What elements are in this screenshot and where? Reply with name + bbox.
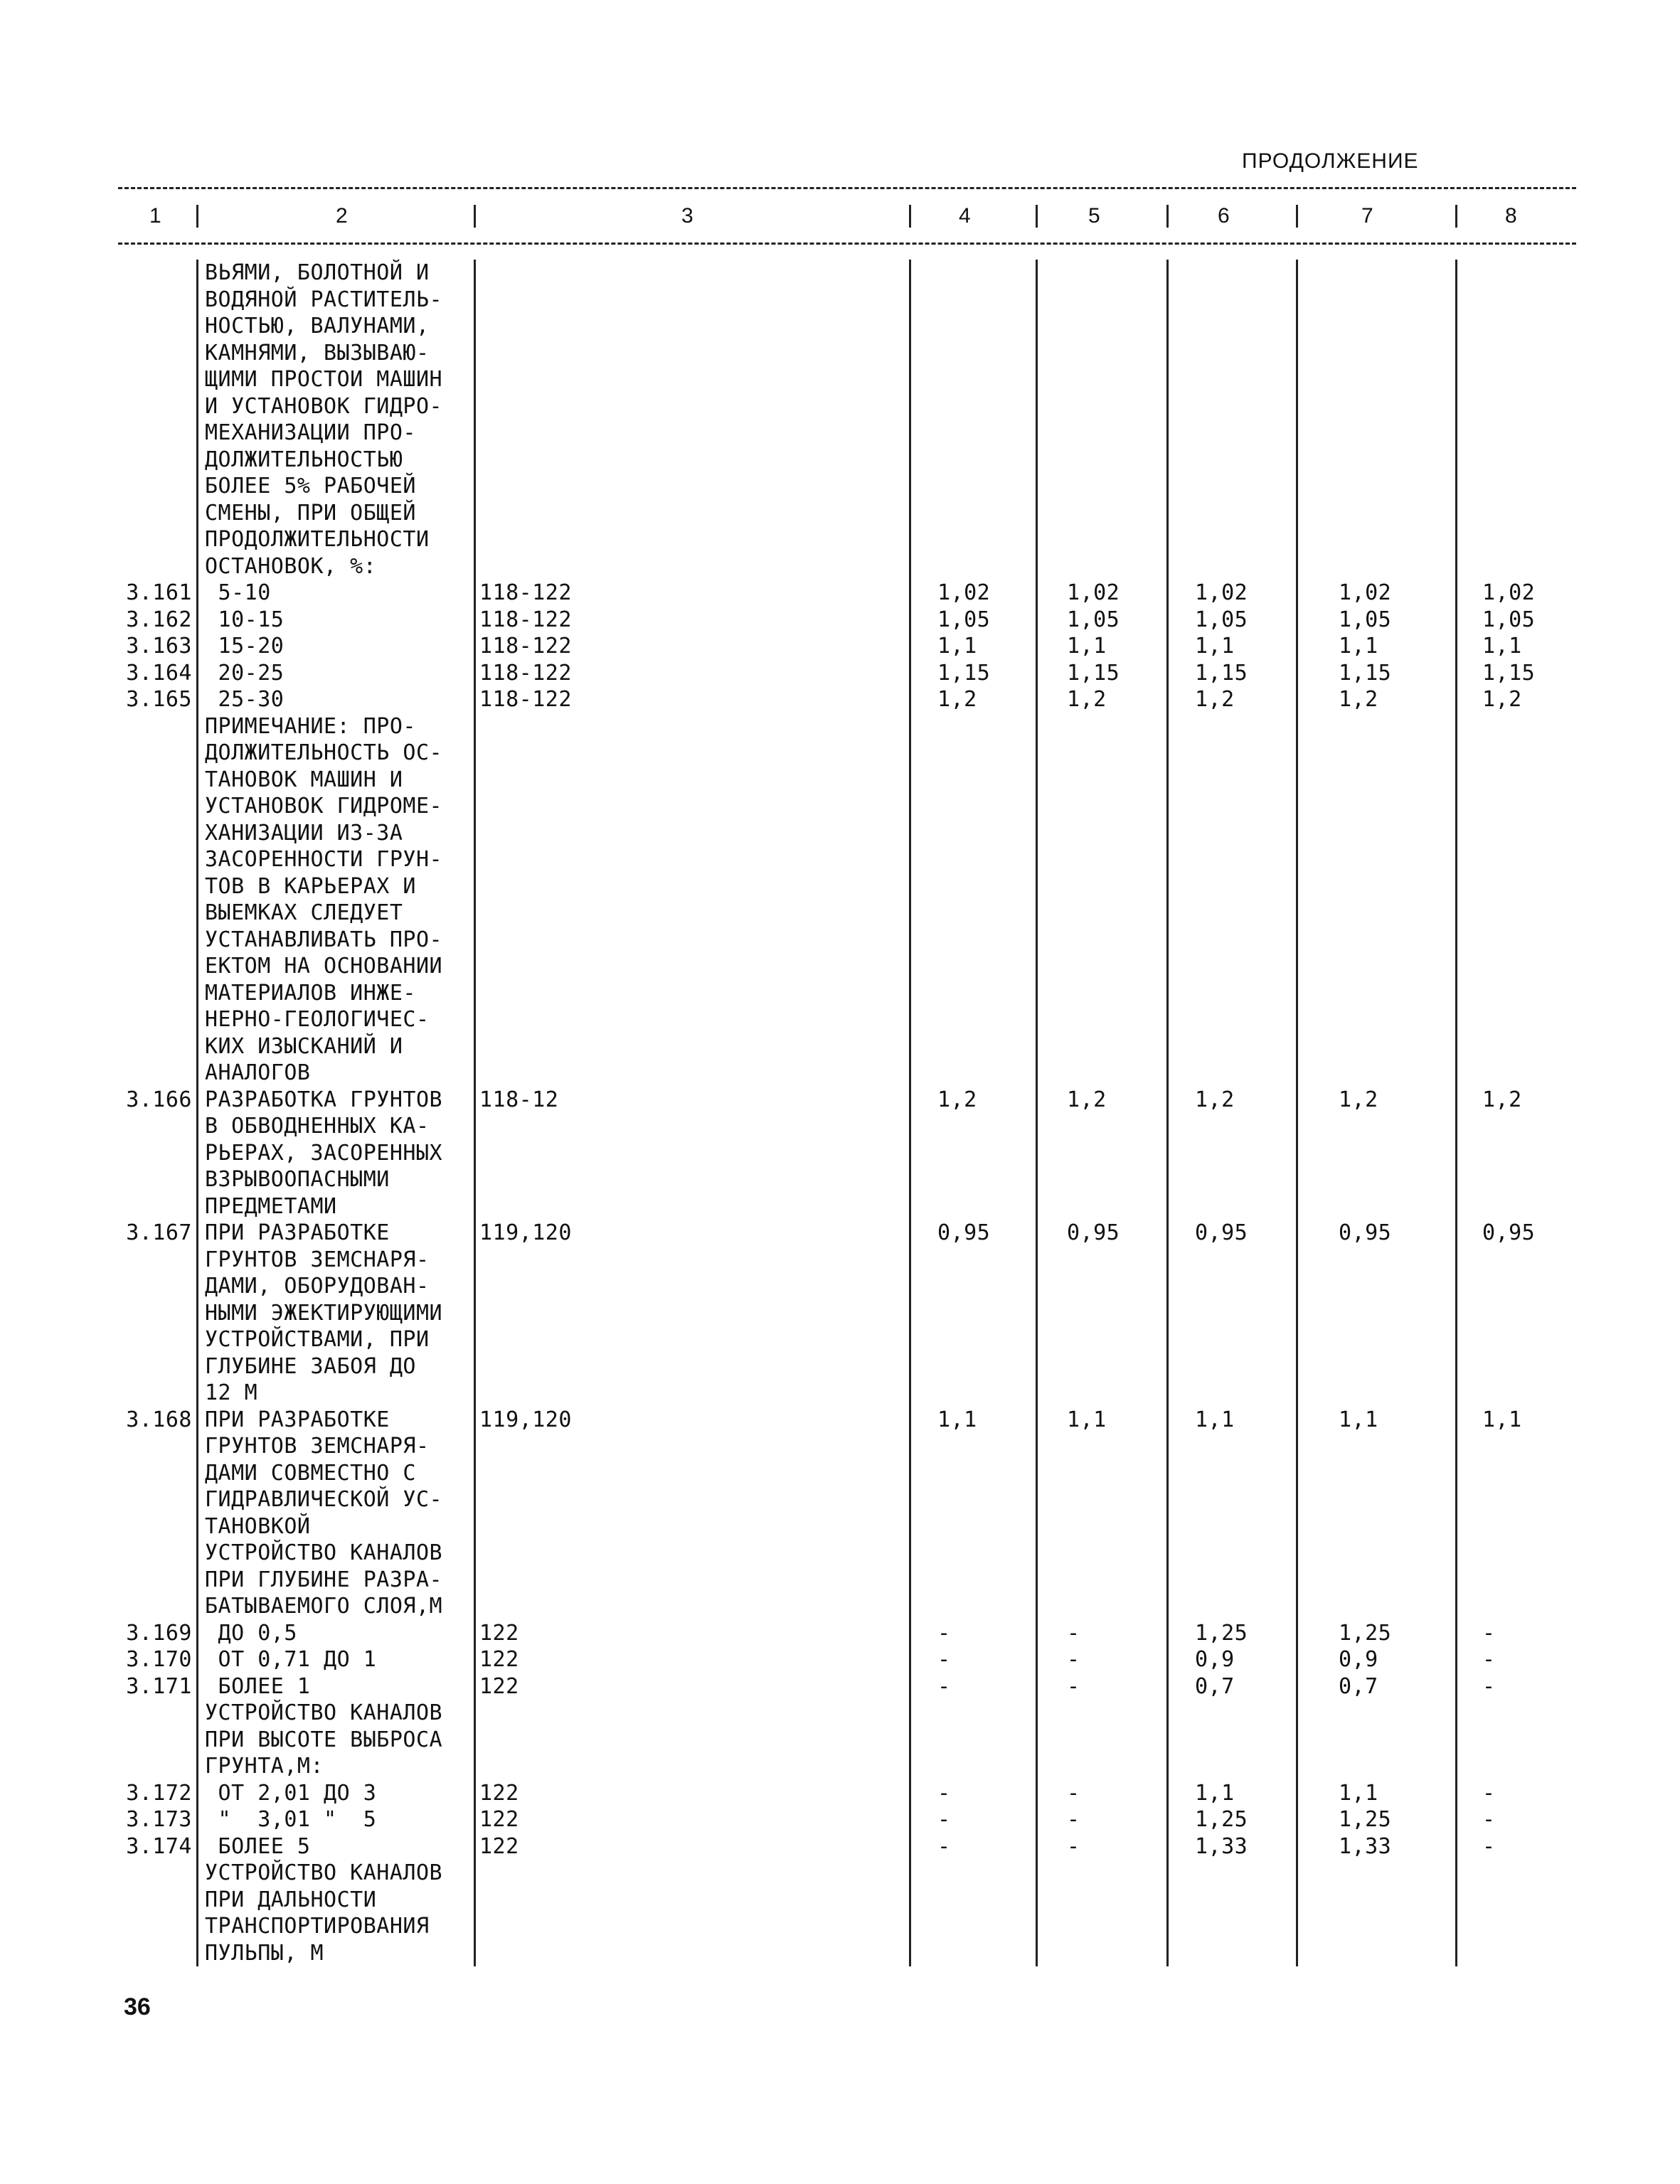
row-value-col4: 0,95 (937, 1220, 991, 1245)
table-body (0, 260, 1680, 1966)
header-divider (1036, 205, 1038, 228)
row-value-col6: 1,15 (1195, 660, 1248, 686)
row-description: МАТЕРИАЛОВ ИНЖЕ- (205, 980, 416, 1006)
row-value-col5: - (1067, 1807, 1080, 1832)
table-row (0, 633, 1680, 660)
table-row (0, 1273, 1680, 1300)
table-row (0, 393, 1680, 420)
row-value-col4: 1,2 (937, 1087, 977, 1112)
row-reference: 119,120 (479, 1407, 572, 1432)
table-row (0, 873, 1680, 900)
row-value-col6: 1,2 (1195, 1087, 1235, 1112)
row-description: ДАМИ СОВМЕСТНО С (205, 1460, 416, 1486)
row-code: 3.164 (126, 660, 192, 686)
row-description: ДОЛЖИТЕЛЬНОСТЬ ОС- (205, 740, 443, 765)
table-row (0, 1540, 1680, 1567)
column-header-8: 8 (1505, 204, 1517, 228)
table-row (0, 340, 1680, 367)
row-value-col4: - (937, 1620, 951, 1646)
row-reference: 118-122 (479, 607, 572, 632)
table-row (0, 980, 1680, 1007)
row-value-col5: - (1067, 1647, 1080, 1672)
row-value-col5: 1,1 (1067, 1407, 1107, 1432)
row-code: 3.165 (126, 687, 192, 712)
row-value-col8: 1,1 (1482, 1407, 1522, 1432)
table-row (0, 900, 1680, 927)
row-value-col4: 1,2 (937, 687, 977, 712)
row-value-col5: 0,95 (1067, 1220, 1120, 1245)
table-row (0, 1567, 1680, 1594)
table-row (0, 1940, 1680, 1967)
page-number: 36 (124, 1993, 151, 2020)
column-header-4: 4 (959, 204, 971, 228)
row-description: ВЗРЫВООПАСНЫМИ (205, 1167, 390, 1192)
row-description: НЕРНО-ГЕОЛОГИЧЕС- (205, 1007, 430, 1032)
row-reference: 118-122 (479, 634, 572, 659)
row-description: ТРАНСПОРТИРОВАНИЯ (205, 1914, 430, 1939)
table-row (0, 1326, 1680, 1353)
row-description: БОЛЕЕ 5% РАБОЧЕЙ (205, 474, 416, 499)
table-row (0, 1433, 1680, 1460)
row-code: 3.167 (126, 1220, 192, 1245)
table-row (0, 260, 1680, 287)
row-code: 3.170 (126, 1647, 192, 1672)
row-value-col6: 1,1 (1195, 1407, 1235, 1432)
row-code: 3.162 (126, 607, 192, 632)
table-row (0, 1460, 1680, 1487)
row-value-col5: - (1067, 1780, 1080, 1806)
column-header-1: 1 (149, 204, 161, 228)
row-reference: 118-122 (479, 687, 572, 712)
row-description: ОСТАНОВОК, %: (205, 553, 377, 579)
row-value-col4: 1,05 (937, 607, 991, 632)
row-value-col8: - (1482, 1673, 1496, 1699)
table-row (0, 580, 1680, 607)
row-value-col4: - (937, 1807, 951, 1832)
row-description: 10-15 (205, 607, 285, 632)
column-header-5: 5 (1088, 204, 1100, 228)
table-row (0, 1300, 1680, 1327)
row-value-col5: 1,2 (1067, 687, 1107, 712)
row-value-col4: 1,1 (937, 1407, 977, 1432)
row-description: ТАНОВОК МАШИН И (205, 767, 403, 792)
column-header-row (0, 203, 1680, 229)
header-divider (1296, 205, 1298, 228)
row-value-col5: 1,15 (1067, 660, 1120, 686)
table-row (0, 1353, 1680, 1380)
table-row (0, 927, 1680, 954)
table-row (0, 1220, 1680, 1247)
row-value-col8: 1,2 (1482, 1087, 1522, 1112)
row-value-col4: - (937, 1673, 951, 1699)
table-row (0, 366, 1680, 393)
header-divider (1455, 205, 1457, 228)
row-value-col7: 0,9 (1339, 1647, 1378, 1672)
row-description: ОТ 0,71 ДО 1 (205, 1647, 377, 1672)
row-value-col8: - (1482, 1647, 1496, 1672)
table-row (0, 1727, 1680, 1754)
row-value-col5: - (1067, 1833, 1080, 1859)
row-description: ВЫЕМКАХ СЛЕДУЕТ (205, 900, 403, 925)
row-value-col8: 0,95 (1482, 1220, 1536, 1245)
table-row (0, 767, 1680, 794)
header-top-rule (118, 187, 1576, 189)
row-value-col6: 1,1 (1195, 1780, 1235, 1806)
row-description: ГРУНТОВ ЗЕМСНАРЯ- (205, 1434, 430, 1459)
row-description: УСТРОЙСТВО КАНАЛОВ (205, 1860, 443, 1885)
table-row (0, 1006, 1680, 1033)
column-header-2: 2 (336, 204, 348, 228)
table-row (0, 686, 1680, 713)
row-description: ПРИ РАЗРАБОТКЕ (205, 1220, 390, 1245)
row-value-col6: 0,7 (1195, 1673, 1235, 1699)
row-description: НОСТЬЮ, ВАЛУНАМИ, (205, 314, 430, 339)
row-description: ПРЕДМЕТАМИ (205, 1193, 337, 1219)
row-description: ЗАСОРЕННОСТИ ГРУН- (205, 847, 443, 872)
row-reference: 122 (479, 1647, 519, 1672)
row-value-col4: - (937, 1647, 951, 1672)
row-description: 5-10 (205, 580, 271, 605)
row-description: КИХ ИЗЫСКАНИЙ И (205, 1033, 403, 1059)
row-description: ДАМИ, ОБОРУДОВАН- (205, 1274, 430, 1299)
row-reference: 122 (479, 1807, 519, 1832)
table-row (0, 1700, 1680, 1727)
row-description: СМЕНЫ, ПРИ ОБЩЕЙ (205, 500, 416, 526)
table-row (0, 313, 1680, 340)
row-description: ЩИМИ ПРОСТОИ МАШИН (205, 367, 443, 392)
header-bottom-rule (118, 243, 1576, 245)
row-description: РЬЕРАХ, ЗАСОРЕННЫХ (205, 1140, 443, 1166)
row-value-col4: 1,1 (937, 634, 977, 659)
row-value-col6: 1,05 (1195, 607, 1248, 632)
header-divider (474, 205, 476, 228)
row-value-col6: 1,02 (1195, 580, 1248, 605)
table-row (0, 1513, 1680, 1540)
row-value-col7: 0,95 (1339, 1220, 1392, 1245)
row-description: ВЬЯМИ, БОЛОТНОЙ И (205, 260, 430, 285)
table-row (0, 820, 1680, 847)
row-description: МЕХАНИЗАЦИИ ПРО- (205, 420, 416, 445)
row-value-col6: 1,33 (1195, 1833, 1248, 1859)
row-description: БАТЫВАЕМОГО СЛОЯ,М (205, 1594, 443, 1619)
row-description: КАМНЯМИ, ВЫЗЫВАЮ- (205, 340, 430, 366)
row-description: БОЛЕЕ 5 (205, 1833, 311, 1859)
row-value-col4: 1,02 (937, 580, 991, 605)
table-row (0, 553, 1680, 580)
table-row (0, 1380, 1680, 1407)
row-reference: 119,120 (479, 1220, 572, 1245)
table-row (0, 607, 1680, 634)
table-row (0, 1140, 1680, 1167)
row-value-col5: 1,2 (1067, 1087, 1107, 1112)
table-row (0, 1887, 1680, 1914)
table-row (0, 1620, 1680, 1647)
row-value-col4: 1,15 (937, 660, 991, 686)
row-description: ГРУНТОВ ЗЕМСНАРЯ- (205, 1247, 430, 1272)
row-code: 3.171 (126, 1673, 192, 1699)
table-row (0, 1087, 1680, 1114)
row-reference: 118-122 (479, 580, 572, 605)
row-code: 3.168 (126, 1407, 192, 1432)
row-reference: 122 (479, 1673, 519, 1699)
row-value-col7: 1,1 (1339, 1780, 1378, 1806)
row-value-col5: 1,02 (1067, 580, 1120, 605)
header-divider (1166, 205, 1169, 228)
row-value-col6: 1,2 (1195, 687, 1235, 712)
row-value-col8: - (1482, 1620, 1496, 1646)
table-row (0, 1033, 1680, 1060)
row-description: УСТАНАВЛИВАТЬ ПРО- (205, 927, 443, 952)
row-value-col8: 1,05 (1482, 607, 1536, 632)
row-value-col4: - (937, 1780, 951, 1806)
row-value-col6: 1,25 (1195, 1620, 1248, 1646)
row-value-col7: 1,02 (1339, 580, 1392, 605)
table-row (0, 420, 1680, 447)
row-description: ТАНОВКОЙ (205, 1513, 311, 1539)
row-description: ГИДРАВЛИЧЕСКОЙ УС- (205, 1487, 443, 1512)
row-reference: 122 (479, 1780, 519, 1806)
row-description: " 3,01 " 5 (205, 1807, 377, 1832)
column-header-7: 7 (1361, 204, 1373, 228)
row-description: 12 М (205, 1380, 258, 1405)
row-code: 3.172 (126, 1780, 192, 1806)
row-reference: 118-122 (479, 660, 572, 686)
row-description: ВОДЯНОЙ РАСТИТЕЛЬ- (205, 287, 443, 312)
row-value-col5: 1,05 (1067, 607, 1120, 632)
row-description: ОТ 2,01 ДО 3 (205, 1780, 377, 1806)
row-description: ПУЛЬПЫ, М (205, 1940, 324, 1966)
row-value-col8: - (1482, 1780, 1496, 1806)
table-row (0, 447, 1680, 474)
row-value-col5: 1,1 (1067, 634, 1107, 659)
table-row (0, 846, 1680, 873)
table-row (0, 1113, 1680, 1140)
row-description: ПРИ РАЗРАБОТКЕ (205, 1407, 390, 1432)
row-value-col7: 1,05 (1339, 607, 1392, 632)
row-description: ПРОДОЛЖИТЕЛЬНОСТИ (205, 527, 430, 552)
row-description: РАЗРАБОТКА ГРУНТОВ (205, 1087, 443, 1112)
table-row (0, 1646, 1680, 1673)
row-code: 3.161 (126, 580, 192, 605)
table-row (0, 1860, 1680, 1887)
table-row (0, 1193, 1680, 1220)
row-description: В ОБВОДНЕННЫХ КА- (205, 1114, 430, 1139)
row-description: ГРУНТА,М: (205, 1754, 324, 1779)
row-value-col7: 1,25 (1339, 1620, 1392, 1646)
row-value-col8: 1,2 (1482, 687, 1522, 712)
table-row (0, 953, 1680, 980)
row-value-col7: 1,15 (1339, 660, 1392, 686)
row-code: 3.169 (126, 1620, 192, 1646)
row-value-col5: - (1067, 1620, 1080, 1646)
row-description: ПРИ ВЫСОТЕ ВЫБРОСА (205, 1727, 443, 1752)
row-description: 25-30 (205, 687, 285, 712)
table-row (0, 1913, 1680, 1940)
row-value-col6: 1,25 (1195, 1807, 1248, 1832)
row-value-col6: 0,95 (1195, 1220, 1248, 1245)
row-reference: 118-12 (479, 1087, 559, 1112)
row-description: ГЛУБИНЕ ЗАБОЯ ДО (205, 1353, 416, 1379)
row-description: УСТАНОВОК ГИДРОМЕ- (205, 794, 443, 819)
table-row (0, 1780, 1680, 1807)
row-description: ПРИ ГЛУБИНЕ РАЗРА- (205, 1567, 443, 1592)
row-value-col7: 1,2 (1339, 1087, 1378, 1112)
table-row (0, 1833, 1680, 1860)
table-row (0, 660, 1680, 687)
table-row (0, 526, 1680, 553)
row-value-col6: 1,1 (1195, 634, 1235, 659)
row-code: 3.163 (126, 634, 192, 659)
header-divider (196, 205, 198, 228)
row-description: 20-25 (205, 660, 285, 686)
row-value-col8: - (1482, 1807, 1496, 1832)
table-row (0, 1753, 1680, 1780)
row-reference: 122 (479, 1833, 519, 1859)
row-value-col8: 1,15 (1482, 660, 1536, 686)
row-description: ТОВ В КАРЬЕРАХ И (205, 873, 416, 899)
row-description: ЕКТОМ НА ОСНОВАНИИ (205, 954, 443, 979)
table-row (0, 1407, 1680, 1434)
table-row (0, 1060, 1680, 1087)
table-row (0, 793, 1680, 820)
row-code: 3.174 (126, 1833, 192, 1859)
table-row (0, 287, 1680, 314)
row-value-col8: 1,1 (1482, 634, 1522, 659)
row-description: НЫМИ ЭЖЕКТИРУЮЩИМИ (205, 1300, 443, 1326)
table-row (0, 473, 1680, 500)
table-row (0, 740, 1680, 767)
row-value-col7: 1,1 (1339, 634, 1378, 659)
row-value-col6: 0,9 (1195, 1647, 1235, 1672)
row-description: ПРИМЕЧАНИЕ: ПРО- (205, 713, 416, 739)
row-value-col7: 1,2 (1339, 687, 1378, 712)
row-value-col8: 1,02 (1482, 580, 1536, 605)
table-row (0, 1673, 1680, 1700)
row-value-col8: - (1482, 1833, 1496, 1859)
table-row (0, 1166, 1680, 1193)
row-description: И УСТАНОВОК ГИДРО- (205, 393, 443, 419)
table-row (0, 500, 1680, 527)
row-value-col7: 0,7 (1339, 1673, 1378, 1699)
row-value-col7: 1,1 (1339, 1407, 1378, 1432)
row-value-col4: - (937, 1833, 951, 1859)
row-code: 3.173 (126, 1807, 192, 1832)
table-row (0, 1486, 1680, 1513)
row-description: ДОЛЖИТЕЛЬНОСТЬЮ (205, 447, 403, 472)
row-description: АНАЛОГОВ (205, 1060, 311, 1085)
table-row (0, 1593, 1680, 1620)
row-description: УСТРОЙСТВО КАНАЛОВ (205, 1700, 443, 1725)
row-description: ДО 0,5 (205, 1620, 297, 1646)
header-divider (909, 205, 911, 228)
table-row (0, 1247, 1680, 1274)
row-value-col7: 1,25 (1339, 1807, 1392, 1832)
row-value-col7: 1,33 (1339, 1833, 1392, 1859)
column-header-6: 6 (1218, 204, 1230, 228)
row-description: БОЛЕЕ 1 (205, 1673, 311, 1699)
row-description: ПРИ ДАЛЬНОСТИ (205, 1887, 377, 1912)
row-reference: 122 (479, 1620, 519, 1646)
table-row (0, 713, 1680, 740)
table-row (0, 1806, 1680, 1833)
row-code: 3.166 (126, 1087, 192, 1112)
row-value-col5: - (1067, 1673, 1080, 1699)
column-header-3: 3 (681, 204, 693, 228)
row-description: УСТРОЙСТВАМИ, ПРИ (205, 1327, 430, 1352)
row-description: УСТРОЙСТВО КАНАЛОВ (205, 1540, 443, 1565)
continued-label: ПРОДОЛЖЕНИЕ (1242, 149, 1419, 173)
row-description: ХАНИЗАЦИИ ИЗ-ЗА (205, 820, 403, 846)
row-description: 15-20 (205, 634, 285, 659)
